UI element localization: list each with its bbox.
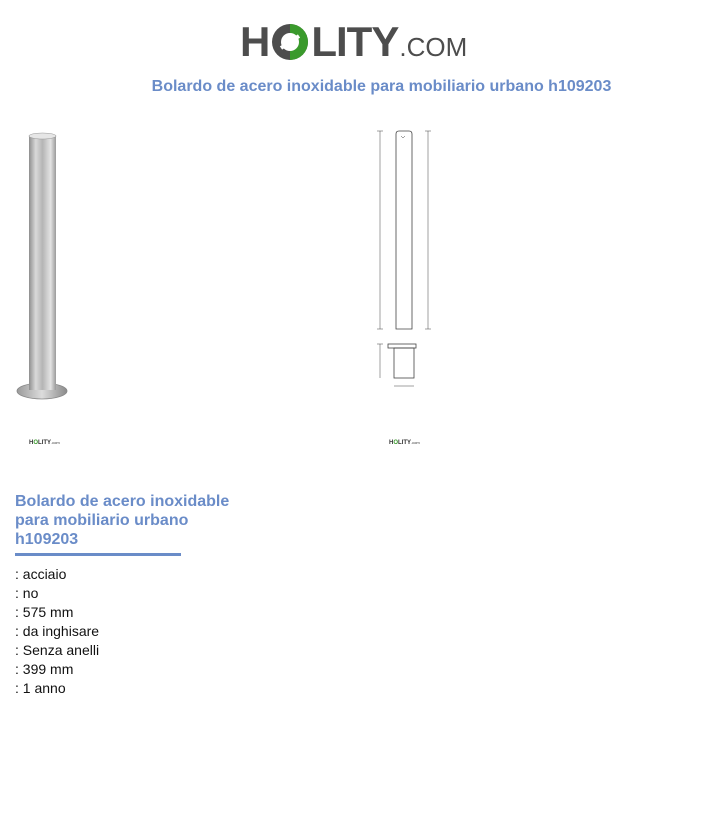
logo-letters-lity: LITY: [311, 18, 399, 65]
bollard-technical-drawing[interactable]: [372, 126, 436, 392]
spec-item: : no: [15, 585, 39, 601]
spec-item: : 1 anno: [15, 680, 66, 696]
logo-o-icon: [270, 22, 310, 62]
product-title: Bolardo de acero inoxidable para mobiliario urbano h109203: [15, 493, 230, 548]
logo-wordmark: [240, 18, 467, 71]
spec-item: : 575 mm: [15, 604, 74, 620]
spec-item: : da inghisare: [15, 623, 100, 639]
image-watermark-logo: HOLITY.com: [389, 440, 420, 446]
spec-list: [15, 565, 99, 698]
holity-logo[interactable]: [240, 14, 490, 68]
logo-domain: .COM: [399, 32, 468, 62]
page-title: Bolardo de acero inoxidable para mobiliario urbano h109203: [151, 78, 612, 95]
bollard-photo[interactable]: [12, 128, 76, 404]
logo-letter-h: H: [240, 18, 270, 65]
title-underline: [15, 553, 181, 556]
spec-item: : Senza anelli: [15, 642, 100, 658]
image-watermark-logo: HOLITY.com: [29, 440, 60, 446]
spec-item: : 399 mm: [15, 661, 74, 677]
spec-item: : acciaio: [15, 566, 67, 582]
